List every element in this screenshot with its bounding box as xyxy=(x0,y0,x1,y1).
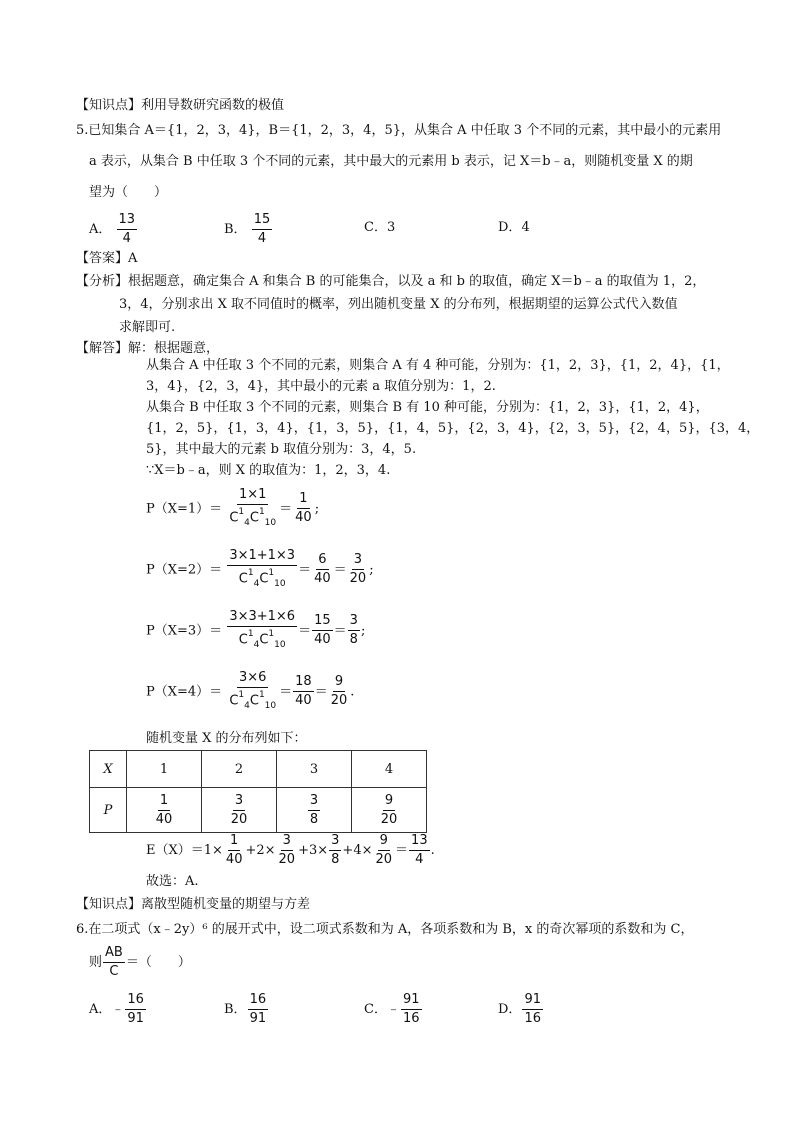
option-value: 3 xyxy=(386,220,396,235)
fraction xyxy=(252,212,273,247)
table-cell: P xyxy=(90,788,127,833)
analysis-line-3: 求解即可. xyxy=(119,320,176,335)
fraction: $\frac{6}{40}$ xyxy=(314,552,331,587)
solution-line-2: 3，4}，{2，3，4}，其中最小的元素 a 取值分别为：1，2. xyxy=(146,379,496,394)
q5-option-c xyxy=(364,219,395,237)
solution-line-6: ∵X＝b﹣a，则 X 的取值为：1，2，3，4. xyxy=(146,463,391,478)
fraction: $\frac{15}{40}$ xyxy=(314,613,331,648)
q5-option-d xyxy=(498,219,530,237)
fraction: $\frac{3}{20}$ xyxy=(349,552,367,587)
combination-product: $C^1_4C^1_{10}$ xyxy=(229,690,277,711)
q6-option-b: B． $\frac{16}{91}$ xyxy=(224,992,267,1026)
solution-line-1: 从集合 A 中任取 3 个不同的元素，则集合 A 有 4 种可能，分别为：{1，2，3}，{1，2，4}，{1， xyxy=(146,358,730,373)
fraction-numerator: 13 xyxy=(117,212,138,230)
answer-line: 【答案】A xyxy=(76,251,138,266)
option-label: B． xyxy=(224,222,247,237)
solution-line-4: {1，2，5}，{1，3，4}，{1，3，5}，{1，4，5}，{2，3，4}，{2，3，5}，{2，4，5}，{3，4， xyxy=(146,421,760,436)
fraction xyxy=(227,609,297,653)
q6-option-d: D． $\frac{91}{16}$ xyxy=(498,992,541,1026)
q5-line-1: 5.已知集合 A＝{1，2，3，4}，B＝{1，2，3，4，5}，从集合 A 中任取 3 个不同的元素，其中最小的元素用 xyxy=(76,123,722,138)
option-label: A． xyxy=(89,222,112,237)
expectation-equation: E（X）＝1× $\frac{1}{40}$ +2× $\frac{3}{20}$ +3× $\frac{3}{8}$ +4× $\frac{9}{20}$ ＝ $\frac{13}{4}$ . xyxy=(146,833,435,867)
probability-x2: P（X=2）＝ $\frac{3\times 1+1\times 3}{C^1_4C^1_{10}}$ ＝ $\frac{6}{40}$ ＝ $\frac{3}{20}$ ; xyxy=(146,548,374,592)
q6-line-1: 6.在二项式（x﹣2y）⁶ 的展开式中，设二项式系数和为 A，各项系数和为 B，x 的奇次幂项的系数和为 C， xyxy=(76,922,694,937)
fraction: $\frac{9}{20}$ xyxy=(330,674,348,709)
option-value: 4 xyxy=(521,220,530,235)
solution-line-5: 5}，其中最大的元素 b 取值分别为：3，4，5. xyxy=(146,442,417,457)
fraction: $\frac{3}{8}$ xyxy=(349,613,358,648)
fraction-numerator: 3×3+1×6 xyxy=(227,609,297,627)
fraction-numerator: 3×6 xyxy=(237,670,268,688)
table-cell: X xyxy=(90,751,127,788)
solution-line-3: 从集合 B 中任取 3 个不同的元素，则集合 B 有 10 种可能，分别为：{1，2，3}，{1，2，4}， xyxy=(146,400,709,415)
q5-line-3: 望为（ ） xyxy=(89,185,168,200)
analysis-line-1: 【分析】根据题意，确定集合 A 和集合 B 的可能集合，以及 a 和 b 的取值，确定 X＝b﹣a 的取值为 1，2， xyxy=(76,274,706,289)
table-cell: $\frac{1}{40}$ xyxy=(127,788,202,833)
q5-option-b xyxy=(224,212,273,247)
fraction-numerator: 3×1+1×3 xyxy=(227,548,297,566)
fraction xyxy=(227,670,278,714)
table-row-p xyxy=(90,788,427,833)
q6-option-a: A．﹣ $\frac{16}{91}$ xyxy=(89,992,144,1026)
knowledge-point-1: 【知识点】利用导数研究函数的极值 xyxy=(76,98,285,113)
fraction xyxy=(117,212,138,247)
solution-heading: 【解答】解：根据题意， xyxy=(76,341,220,356)
q6-line-2: 则 $\frac{AB}{C}$ ＝（ ） xyxy=(89,945,191,979)
fraction-numerator: 15 xyxy=(252,212,273,230)
option-label: D． xyxy=(498,220,522,235)
equation-lhs: P（X=2）＝ xyxy=(146,562,223,578)
probability-x3: P（X=3）＝ $\frac{3\times 3+1\times 6}{C^1_4C^1_{10}}$ ＝ $\frac{15}{40}$ ＝ $\frac{3}{8}$ ; xyxy=(146,609,365,653)
option-label: C． xyxy=(364,220,387,235)
combination-product: $C^1_4C^1_{10}$ xyxy=(229,507,277,528)
table-cell: 2 xyxy=(202,751,277,788)
combination-product: $C^1_4C^1_{10}$ xyxy=(238,568,286,589)
table-cell: 4 xyxy=(352,751,427,788)
fraction: $\frac{1}{40}$ xyxy=(295,491,312,526)
table-cell: $\frac{3}{20}$ xyxy=(202,788,277,833)
equation-lhs: P（X=1）＝ xyxy=(146,501,223,517)
knowledge-point-2: 【知识点】离散型随机变量的期望与方差 xyxy=(76,897,311,912)
table-row-x xyxy=(90,751,427,788)
equation-lhs: P（X=3）＝ xyxy=(146,623,223,639)
q5-option-a xyxy=(89,212,138,247)
table-caption: 随机变量 X 的分布列如下： xyxy=(146,731,307,746)
table-cell: 3 xyxy=(277,751,352,788)
fraction: $\frac{18}{40}$ xyxy=(295,674,312,709)
fraction xyxy=(227,487,278,531)
choose-line: 故选：A. xyxy=(146,874,199,889)
fraction xyxy=(227,548,297,592)
table-cell: 1 xyxy=(127,751,202,788)
analysis-line-2: 3，4，分别求出 X 取不同值时的概率，列出随机变量 X 的分布列，根据期望的运算公式代入数值 xyxy=(119,297,678,312)
fraction-numerator: 1×1 xyxy=(237,487,268,505)
q6-option-c: C．﹣ $\frac{91}{16}$ xyxy=(364,992,420,1026)
distribution-table xyxy=(89,750,427,833)
q5-line-2: a 表示，从集合 B 中任取 3 个不同的元素，其中最大的元素用 b 表示，记 X＝b﹣a，则随机变量 X 的期 xyxy=(89,154,693,169)
combination-product: $C^1_4C^1_{10}$ xyxy=(238,629,286,650)
fraction-denominator: 4 xyxy=(257,231,267,246)
table-cell: $\frac{9}{20}$ xyxy=(352,788,427,833)
probability-x4: P（X=4）＝ $\frac{3\times 6}{C^1_4C^1_{10}}$ ＝ $\frac{18}{40}$ ＝ $\frac{9}{20}$ . xyxy=(146,670,354,714)
equation-lhs: P（X=4）＝ xyxy=(146,684,223,700)
table-cell: $\frac{3}{8}$ xyxy=(277,788,352,833)
fraction-denominator: 4 xyxy=(122,231,131,246)
fraction: $\frac{AB}{C}$ xyxy=(105,945,123,979)
probability-x1: P（X=1）＝ $\frac{1\times 1}{C^1_4C^1_{10}}$ ＝ $\frac{1}{40}$ ; xyxy=(146,487,319,531)
